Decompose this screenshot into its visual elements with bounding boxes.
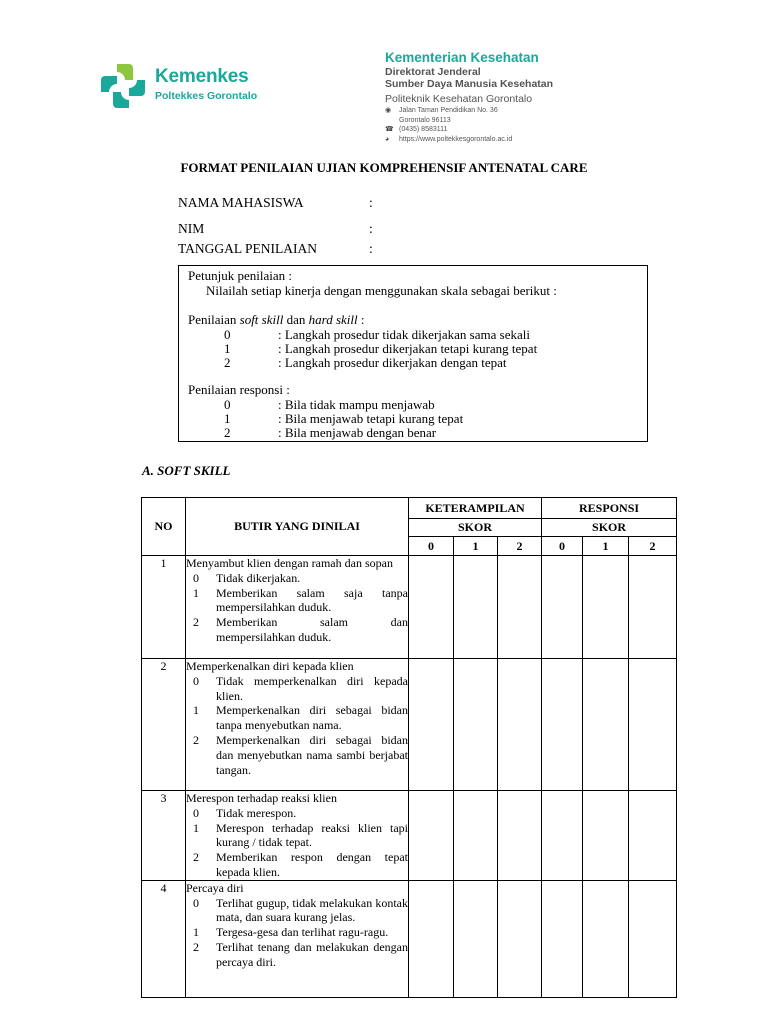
instructions-intro: Nilailah setiap kinerja dengan menggunakan skala sebagai berikut : — [206, 283, 557, 298]
item-option: 0 Tidak dikerjakan. — [193, 570, 301, 585]
phone-line: ☎ (0435) 8583111 — [385, 126, 448, 133]
score-cell[interactable] — [454, 556, 498, 659]
item-option: 2 Memberikan salam dan mempersilahkan duduk. — [193, 615, 408, 644]
organization-block — [385, 50, 645, 144]
score-header: 1 — [583, 537, 629, 556]
response-scale-heading: Penilaian responsi : — [188, 382, 290, 397]
score-cell[interactable] — [629, 556, 677, 659]
score-cell[interactable] — [409, 791, 454, 881]
identity-colon: : — [369, 221, 373, 236]
address-line1: ◉ Jalan Taman Pendidikan No. 36 — [385, 107, 498, 114]
identity-label: NAMA MAHASISWA — [178, 195, 304, 210]
item-title: Percaya diri — [186, 880, 244, 895]
score-cell[interactable] — [629, 791, 677, 881]
location-icon: ◉ — [385, 107, 392, 114]
row-number: 3 — [142, 791, 186, 881]
header-response-group: RESPONSI — [542, 498, 677, 519]
item-title: Merespon terhadap reaksi klien — [186, 791, 337, 805]
score-cell[interactable] — [454, 659, 498, 791]
table-row — [142, 791, 677, 881]
header-score: SKOR — [409, 519, 542, 537]
logo-subtitle: Poltekkes Gorontalo — [155, 90, 258, 102]
header-no: NO — [142, 498, 186, 556]
score-cell[interactable] — [629, 880, 677, 997]
item-option: 0 Terlihat gugup, tidak melakukan kontak mata, dan suara kurang jelas. — [193, 895, 408, 925]
row-number: 1 — [142, 556, 186, 659]
identity-label: NIM — [178, 221, 205, 236]
score-cell[interactable] — [629, 659, 677, 791]
score-cell[interactable] — [542, 556, 583, 659]
identity-row-name[interactable] — [178, 195, 373, 211]
scale-desc: : Bila menjawab dengan benar — [278, 425, 437, 440]
header-skill-group: KETERAMPILAN — [409, 498, 542, 519]
document-title: FORMAT PENILAIAN UJIAN KOMPREHENSIF ANTENATAL CARE — [180, 160, 588, 175]
scale-score: 1 — [224, 341, 231, 356]
scale-desc: : Langkah prosedur tidak dikerjakan sama sekali — [278, 327, 530, 342]
item-option: 1 Memberikan salam saja tanpa mempersilahkan duduk. — [193, 585, 408, 615]
scale-score: 0 — [224, 397, 231, 412]
identity-label: TANGGAL PENILAIAN — [178, 241, 318, 256]
score-cell[interactable] — [498, 659, 542, 791]
score-header: 0 — [542, 537, 583, 556]
score-cell[interactable] — [498, 880, 542, 997]
scale-score: 2 — [224, 425, 231, 440]
score-cell[interactable] — [583, 556, 629, 659]
score-cell[interactable] — [583, 791, 629, 881]
item-cell — [186, 556, 409, 659]
item-option: 2 Terlihat tenang dan melakukan dengan percaya diri. — [193, 939, 408, 969]
scale-score: 2 — [224, 355, 231, 370]
identity-row-date[interactable] — [178, 241, 373, 257]
row-number: 4 — [142, 880, 186, 997]
identity-row-nim[interactable] — [178, 221, 373, 237]
globe-icon: ◕ — [385, 135, 390, 143]
scale-desc: : Bila menjawab tetapi kurang tepat — [278, 411, 464, 426]
score-cell[interactable] — [583, 659, 629, 791]
scale-score: 0 — [224, 327, 231, 342]
identity-colon: : — [369, 241, 373, 256]
instructions-heading: Petunjuk penilaian : — [188, 268, 292, 283]
score-cell[interactable] — [542, 791, 583, 881]
header-item: BUTIR YANG DINILAI — [186, 498, 409, 556]
score-cell[interactable] — [583, 880, 629, 997]
kemenkes-logo — [97, 58, 277, 112]
score-cell[interactable] — [409, 556, 454, 659]
score-header: 2 — [629, 537, 677, 556]
header-score: SKOR — [542, 519, 677, 537]
score-cell[interactable] — [454, 880, 498, 997]
row-number: 2 — [142, 659, 186, 791]
score-cell[interactable] — [409, 880, 454, 997]
item-option: 2 Memperkenalkan diri sebagai bidan dan menyebutkan nama sambi berjabat tangan. — [193, 732, 408, 777]
item-option: 0 Tidak merespon. — [193, 805, 297, 820]
item-option: 1 Memperkenalkan diri sebagai bidan tanpa menyebutkan nama. — [193, 703, 408, 733]
score-header: 1 — [454, 537, 498, 556]
score-header: 0 — [409, 537, 454, 556]
score-cell[interactable] — [454, 791, 498, 881]
table-row — [142, 659, 677, 791]
scale-score: 1 — [224, 411, 231, 426]
item-option: 1 Merespon terhadap reaksi klien tapi kurang / tidak tepat. — [193, 820, 408, 850]
institution-name: Politeknik Kesehatan Gorontalo — [385, 93, 533, 105]
skill-scale-heading: Penilaian soft skill dan hard skill : — [188, 312, 365, 327]
item-option: 2 Memberikan respon dengan tepat kepada klien. — [193, 850, 408, 879]
identity-colon: : — [369, 195, 373, 210]
table-row — [142, 880, 677, 997]
score-cell[interactable] — [498, 556, 542, 659]
phone-icon: ☎ — [385, 126, 394, 133]
section-title: A. SOFT SKILL — [142, 463, 231, 478]
instructions-box — [178, 265, 648, 442]
item-option: 0 Tidak memperkenalkan diri kepada klien. — [193, 673, 408, 703]
directorate-line2: Sumber Daya Manusia Kesehatan — [385, 78, 554, 90]
logo-brand: Kemenkes — [155, 66, 249, 87]
ministry-name: Kementerian Kesehatan — [385, 50, 539, 65]
item-title: Memperkenalkan diri kepada klien — [186, 659, 354, 673]
scale-desc: : Bila tidak mampu menjawab — [278, 397, 435, 412]
website-line[interactable]: ◕ https://www.poltekkesgorontalo.ac.id — [385, 135, 513, 143]
directorate-line1: Direktorat Jenderal — [385, 66, 481, 78]
score-cell[interactable] — [542, 880, 583, 997]
kemenkes-emblem-icon — [97, 60, 149, 112]
score-cell[interactable] — [409, 659, 454, 791]
item-cell — [186, 880, 409, 997]
table-row — [142, 556, 677, 659]
score-cell[interactable] — [498, 791, 542, 881]
scale-desc: : Langkah prosedur dikerjakan tetapi kurang tepat — [278, 341, 538, 356]
assessment-table — [141, 497, 677, 998]
score-header: 2 — [498, 537, 542, 556]
scale-desc: : Langkah prosedur dikerjakan dengan tepat — [278, 355, 507, 370]
item-cell — [186, 791, 409, 881]
score-cell[interactable] — [542, 659, 583, 791]
item-option: 1 Tergesa-gesa dan terlihat ragu-ragu. — [193, 925, 389, 940]
address-line2: Gorontalo 96113 — [399, 116, 451, 124]
item-title: Menyambut klien dengan ramah dan sopan — [186, 556, 393, 570]
item-cell — [186, 659, 409, 791]
